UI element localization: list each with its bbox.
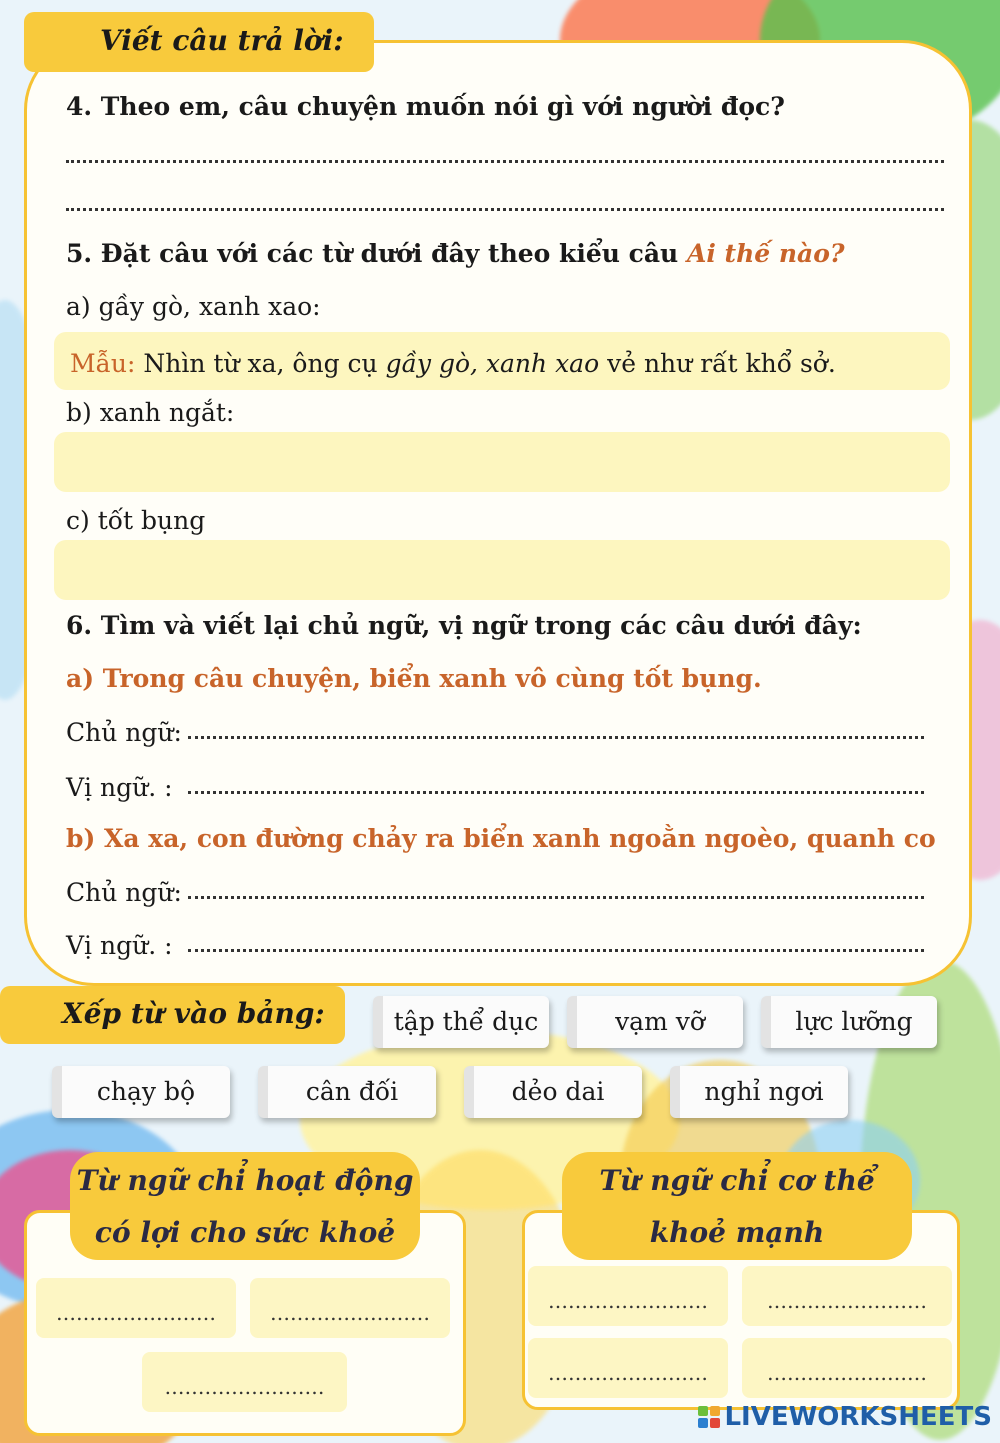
category-title-body-line-1: Từ ngữ chỉ cơ thể <box>599 1164 875 1197</box>
drop-cell-body-3[interactable]: …………………… <box>528 1338 728 1398</box>
sample-italic: gầy gò, xanh xao <box>385 349 600 378</box>
word-card-luc-luong[interactable]: lực lưỡng <box>761 996 937 1048</box>
q6-sentence-a: a) Trong câu chuyện, biển xanh vô cùng tốt bụng. <box>66 664 762 693</box>
word-card-deo-dai[interactable]: dẻo dai <box>464 1066 642 1118</box>
q6-sentence-b: b) Xa xa, con đường chảy ra biển xanh ngoằn ngoèo, quanh co <box>66 824 936 853</box>
q6-a-subject-label: Chủ ngữ: <box>66 718 182 747</box>
q6-a-predicate-line[interactable] <box>188 789 924 794</box>
sample-post: vẻ như rất khổ sở. <box>599 349 836 378</box>
word-card-chay-bo[interactable]: chạy bộ <box>52 1066 230 1118</box>
section-title-sort: Xếp từ vào bảng: <box>62 997 325 1030</box>
section-title-answer: Viết câu trả lời: <box>100 24 344 57</box>
q6-b-predicate-label: Vị ngữ. : <box>66 931 173 960</box>
q6-b-subject-label: Chủ ngữ: <box>66 878 182 907</box>
q6-a-predicate-label: Vị ngữ. : <box>66 773 173 802</box>
question-5-prefix: 5. Đặt câu với các từ dưới đây theo kiểu câu <box>66 239 687 268</box>
sample-pre: Nhìn từ xa, ông cụ <box>135 349 386 378</box>
q5-item-b: b) xanh ngắt: <box>66 398 235 427</box>
category-title-activity-line-2: có lợi cho sức khoẻ <box>94 1216 396 1249</box>
question-5-highlight: Ai thế nào? <box>686 239 845 268</box>
drop-cell-body-2[interactable]: …………………… <box>742 1266 952 1326</box>
category-title-activity <box>70 1152 420 1260</box>
logo-mark-icon <box>698 1406 720 1428</box>
sample-label: Mẫu: <box>70 349 136 378</box>
word-card-nghi-ngoi[interactable]: nghỉ ngơi <box>670 1066 848 1118</box>
category-title-activity-line-1: Từ ngữ chỉ hoạt động <box>76 1164 414 1197</box>
answer-box-c[interactable] <box>54 540 950 600</box>
q5-item-c: c) tốt bụng <box>66 506 206 535</box>
q6-b-predicate-line[interactable] <box>188 947 924 952</box>
category-title-body-line-2: khoẻ mạnh <box>649 1216 825 1249</box>
category-title-body <box>562 1152 912 1260</box>
drop-cell-activity-2[interactable]: …………………… <box>250 1278 450 1338</box>
answer-line-4-2[interactable] <box>66 206 944 211</box>
drop-cell-body-4[interactable]: …………………… <box>742 1338 952 1398</box>
drop-cell-activity-1[interactable]: …………………… <box>36 1278 236 1338</box>
answer-box-b[interactable] <box>54 432 950 492</box>
q6-b-subject-line[interactable] <box>188 894 924 899</box>
word-card-can-doi[interactable]: cân đối <box>258 1066 436 1118</box>
answer-line-4-1[interactable] <box>66 158 944 163</box>
question-6: 6. Tìm và viết lại chủ ngữ, vị ngữ trong các câu dưới đây: <box>66 611 862 640</box>
logo-text: LIVEWORKSHEETS <box>724 1402 992 1432</box>
liveworksheets-logo <box>698 1402 992 1432</box>
drop-cell-activity-3[interactable]: …………………… <box>142 1352 347 1412</box>
question-5 <box>66 239 845 268</box>
drop-cell-body-1[interactable]: …………………… <box>528 1266 728 1326</box>
q5-item-a: a) gầy gò, xanh xao: <box>66 292 321 321</box>
word-card-vam-vo[interactable]: vạm vỡ <box>567 996 743 1048</box>
question-4: 4. Theo em, câu chuyện muốn nói gì với người đọc? <box>66 92 785 121</box>
word-card-tap-the-duc[interactable]: tập thể dục <box>373 996 549 1048</box>
sample-sentence <box>70 349 836 378</box>
q6-a-subject-line[interactable] <box>188 734 924 739</box>
